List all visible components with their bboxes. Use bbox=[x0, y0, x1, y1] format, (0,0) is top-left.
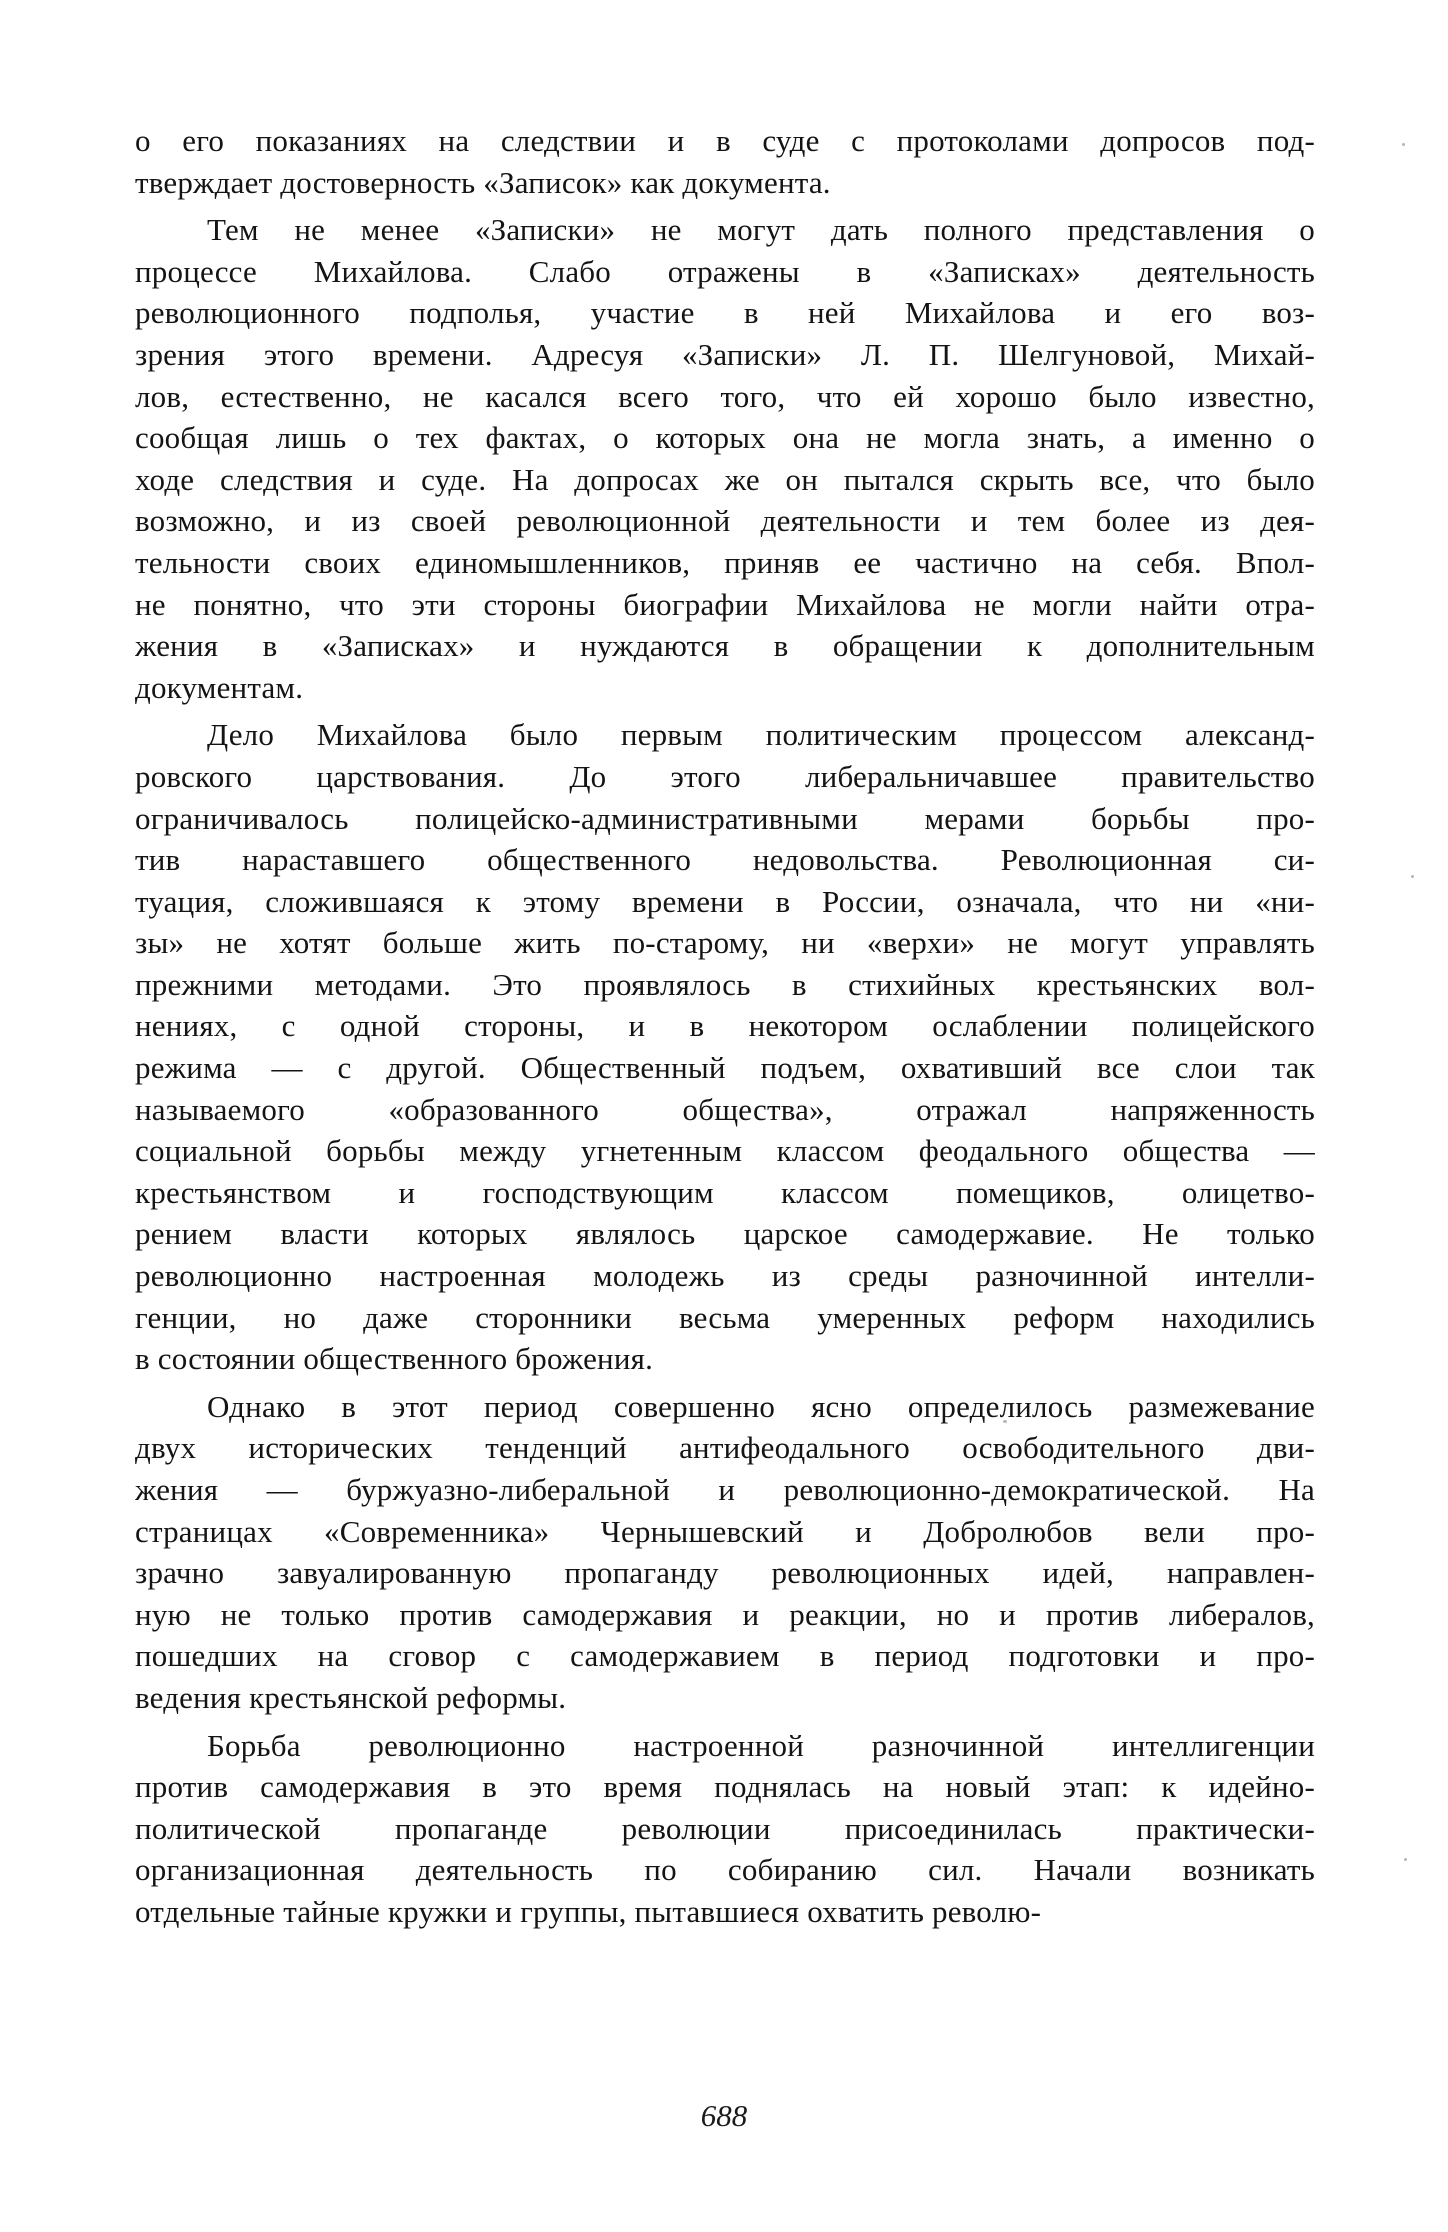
paragraph bbox=[135, 209, 1315, 708]
text-line: революционно настроенная молодежь из среды разночинной интелли- bbox=[135, 1258, 1315, 1294]
text-line: Борьба революционно настроенной разночинной интеллигенции bbox=[207, 1727, 1315, 1763]
text-line: о его показаниях на следствии и в суде с протоколами допросов под- bbox=[135, 123, 1315, 158]
scan-speck bbox=[1404, 1858, 1407, 1861]
text-line: пошедших на сговор с самодержавием в период подготовки и про- bbox=[135, 1638, 1315, 1674]
text-line: тельности своих единомышленников, приняв ее частично на себя. Впол- bbox=[135, 544, 1315, 580]
text-line: Дело Михайлова было первым политическим процессом александ- bbox=[207, 717, 1315, 753]
text-line: жения — буржуазно-либеральной и революционно-демократической. На bbox=[135, 1472, 1315, 1507]
scan-speck bbox=[1003, 1420, 1007, 1423]
text-line: страницах «Современника» Чернышевский и Добролюбов вели про- bbox=[135, 1513, 1315, 1549]
text-line: называемого «образованного общества», отражал напряженность bbox=[135, 1091, 1315, 1127]
text-line: зрения этого времени. Адресуя «Записки» Л. П. Шелгуновой, Михай- bbox=[135, 336, 1315, 372]
text-line: Тем не менее «Записки» не могут дать полного представления о bbox=[207, 212, 1315, 248]
text-line: зрачно завуалированную пропаганду революционных идей, направлен- bbox=[135, 1555, 1315, 1591]
text-line: зы» не хотят больше жить по-старому, ни «верхи» не могут управлять bbox=[135, 925, 1315, 961]
text-line: возможно, и из своей революционной деятельности и тем более из дея- bbox=[135, 503, 1315, 539]
text-line: против самодержавия в это время поднялась на новый этап: к идейно- bbox=[135, 1769, 1315, 1805]
text-line: крестьянством и господствующим классом помещиков, олицетво- bbox=[135, 1174, 1315, 1210]
text-line: ровского царствования. До этого либеральничавшее правительство bbox=[135, 758, 1315, 794]
paragraph bbox=[135, 120, 1315, 203]
text-line: социальной борьбы между угнетенным классом феодального общества — bbox=[135, 1133, 1315, 1169]
text-line: лов, естественно, не касался всего того, что ей хорошо было известно, bbox=[135, 378, 1315, 414]
text-line: тив нараставшего общественного недовольства. Революционная си- bbox=[135, 842, 1315, 878]
text-line: ведения крестьянской реформы. bbox=[135, 1679, 567, 1715]
text-line: процессе Михайлова. Слабо отражены в «Записках» деятельность bbox=[135, 253, 1315, 289]
text-line: не понятно, что эти стороны биографии Михайлова не могли найти отра- bbox=[135, 586, 1315, 622]
text-line: ную не только против самодержавия и реакции, но и против либералов, bbox=[135, 1596, 1315, 1632]
scan-speck bbox=[1411, 875, 1414, 878]
text-line: рением власти которых являлось царское самодержавие. Не только bbox=[135, 1216, 1315, 1252]
text-line: жения в «Записках» и нуждаются в обращении к дополнительным bbox=[135, 628, 1315, 664]
text-line: туация, сложившаяся к этому времени в России, означала, что ни «ни- bbox=[135, 883, 1315, 919]
text-line: в состоянии общественного брожения. bbox=[135, 1341, 654, 1377]
text-line: прежними методами. Это проявлялось в стихийных крестьянских вол- bbox=[135, 966, 1315, 1002]
text-line: режима — с другой. Общественный подъем, охвативший все слои так bbox=[135, 1050, 1315, 1086]
text-line: отдельные тайные кружки и группы, пытавшиеся охватить револю- bbox=[135, 1893, 1042, 1929]
paragraph bbox=[135, 1386, 1315, 1719]
page-number: 688 bbox=[700, 2098, 748, 2133]
paragraph bbox=[135, 714, 1315, 1380]
text-line: нениях, с одной стороны, и в некотором ослаблении полицейского bbox=[135, 1008, 1315, 1044]
text-body bbox=[135, 120, 1315, 2180]
text-line: организационная деятельность по собиранию сил. Начали возникать bbox=[135, 1852, 1315, 1888]
text-line: Однако в этот период совершенно ясно определилось размежевание bbox=[207, 1388, 1315, 1424]
text-line: двух исторических тенденций антифеодального освободительного дви- bbox=[135, 1430, 1315, 1466]
text-line: ходе следствия и суде. На допросах же он пытался скрыть все, что было bbox=[135, 461, 1315, 497]
text-line: революционного подполья, участие в ней Михайлова и его воз- bbox=[135, 295, 1315, 331]
text-line: ограничивалось полицейско-административными мерами борьбы про- bbox=[135, 800, 1315, 836]
text-line: документам. bbox=[135, 669, 304, 705]
text-line: генции, но даже сторонники весьма умеренных реформ находились bbox=[135, 1299, 1315, 1335]
scan-speck bbox=[1402, 143, 1405, 146]
paragraph bbox=[135, 1725, 1315, 1933]
text-line: политической пропаганде революции присоединилась практически- bbox=[135, 1810, 1315, 1846]
text-line: тверждает достоверность «Записок» как документа. bbox=[135, 164, 831, 200]
text-line: сообщая лишь о тех фактах, о которых она не могла знать, а именно о bbox=[135, 420, 1315, 456]
